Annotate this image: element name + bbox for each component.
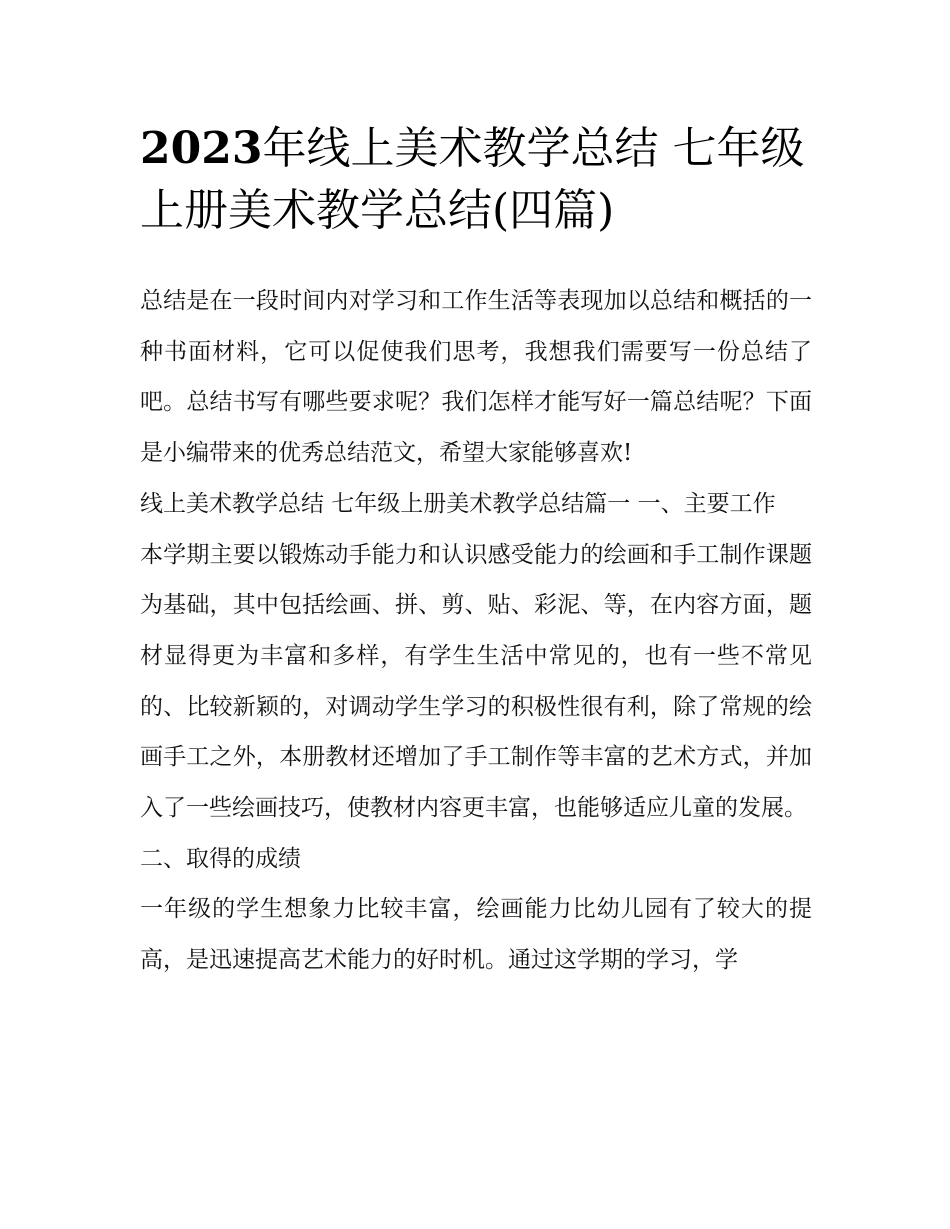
title-year: 2023 <box>140 123 263 174</box>
intro-paragraph: 总结是在一段时间内对学习和工作生活等表现加以总结和概括的一种书面材料，它可以促使我们思考，我想我们需要写一份总结了吧。总结书写有哪些要求呢？我们怎样才能写好一篇总结呢？下面是小编带来的优秀总结范文，希望大家能够喜欢! <box>140 288 812 467</box>
section-heading-main-work: 线上美术教学总结 七年级上册美术教学总结篇一 一、主要工作 <box>140 490 776 517</box>
section-heading-achievements: 二、取得的成绩 <box>140 845 301 872</box>
achievements-paragraph: 一年级的学生想象力比较丰富，绘画能力比幼儿园有了较大的提高，是迅速提高艺术能力的好时机。通过这学期的学习，学 <box>140 896 812 974</box>
document-title <box>140 118 820 242</box>
title-text: 年线上美术教学总结 七年级上册美术教学总结(四篇) <box>140 123 805 236</box>
main-work-paragraph: 本学期主要以锻炼动手能力和认识感受能力的绘画和手工制作课题为基础，其中包括绘画、拼、剪、贴、彩泥、等，在内容方面，题材显得更为丰富和多样，有学生生活中常见的，也有一些不常见的、比较新颖的，对调动学生学习的积极性很有利，除了常规的绘画手工之外，本册教材还增加了手工制作等丰富的艺术方式，并加入了一些绘画技巧，使教材内容更丰富，也能够适应儿童的发展。 <box>140 541 812 822</box>
document-body <box>140 276 812 986</box>
